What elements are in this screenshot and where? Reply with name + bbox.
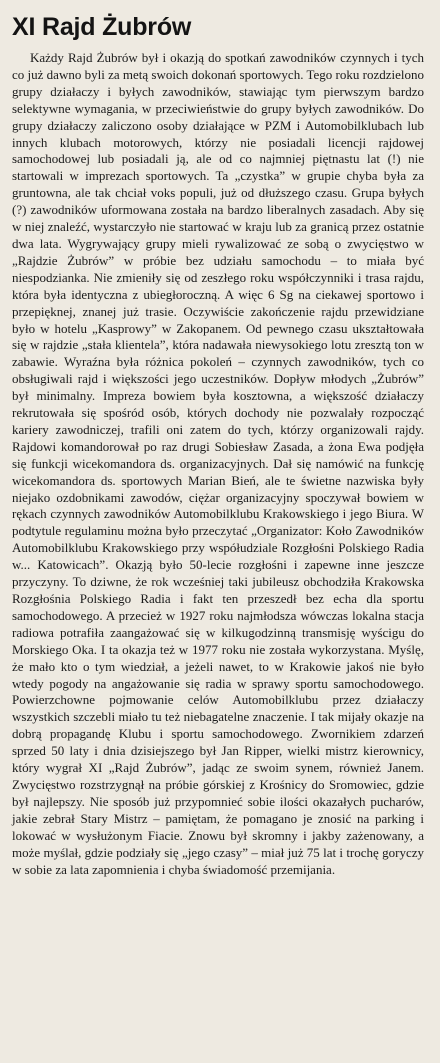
article-title: XI Rajd Żubrów (12, 13, 192, 41)
article-body: Każdy Rajd Żubrów był i okazją do spotkań zawodników czynnych i tych co już dawno byli za metą swoich dokonań sportowych. Tego roku rozdzielono grupy działaczy i byłych zawodników, stawiając tym pierwszym bardzo selektywne wymagania, w przeciwieństwie do grupy byłych zawodników. Do grupy działaczy zaliczono osoby działające w PZM i Automobilklubach lub innych klubach motorowych, którzy nie posiadali licencji rajdowej samochodowej lub posiadali ją, ale od co najmniej piętnastu lat (!) nie startowali w imprezach sportowych. Ta „czystka” w grupie chyba była za gruntowna, ale tak chciał voks populi, już od dłuższego czasu. Grupa byłych (?) zawodników uformowana została na bardzo liberalnych zasadach. Aby się w niej znaleźć, wystarczyło nie startować w kraju lub za granicą przez ostatnie dwa lata. Wygrywający grupy mieli rywalizować ze sobą o zwycięstwo w „Rajdzie Żubrów” w próbie bez udziału samochodu – to miała być niespodzianka. Nie zmieniły się od zeszłego roku współczynniki i trasa rajdu, która była identyczna z ubiegłoroczną. A więc 6 Sg na ciekawej sportowo i przepięknej, znanej już trasie. Oczywiście zakończenie rajdu przewidziane było w hotelu „Kasprowy” w Zakopanem. Od pewnego czasu ukształtowała się w rajdzie „stała klientela”, która nadawała niewysokiego lotu zresztą ton w zabawie. Wyraźna była różnica pokoleń – czynnych zawodników, tych co obsługiwali rajd i większości jego uczestników. Dopływ młodych „Żubrów” był minimalny. Impreza bowiem była kosztowna, a większość działaczy rekrutowała się spośród osób, których dochody nie pozwalały rozpocząć kariery zawodniczej, trafili oni zatem do tych, którzy organizowali rajdy. Rajdowi komandorował po raz drugi Sobiesław Zasada, a żona Ewa podjęła się funkcji wicekomandora ds. organizacyjnych. Dał się namówić na funkcję wicekomandora ds. sportowych Marian Bień, ale te świetne nazwiska były niejako ozdobnikami zawodów, ciężar organizacyjny spoczywał bowiem w rękach czynnych zawodników Automobilklubu Krakowskiego i jego Biura. W podtytule regulaminu można było przeczytać „Organizator: Koło Zawodników Automobilklubu Krakowskiego przy współudziale Rozgłośni Polskiego Radia w... Katowicach”. Okazją było 50-lecie rozgłośni i zapewne inne jeszcze przyczyny. To dziwne, że rok wcześniej taki jubileusz obchodziła Krakowska Rozgłośnia Polskiego Radia i fakt ten przeszedł bez echa dla sportu samochodowego. A przecież w 1927 roku najmłodsza wówczas lokalna stacja radiowa potrafiła zaangażować się w kilkugodzinną transmisję wyścigu do Morskiego Oka. I ta okazja też w 1977 roku nie została wykorzystana. Myślę, że mało kto o tym wiedział, a jeżeli nawet, to w Krakowie jakoś nie było wtedy pogody na angażowanie się radia w sprawy sportu samochodowego. Powierzchowne pojmowanie celów Automobilklubu przez działaczy wszystkich szczebli miało tu też niebagatelne znaczenie. I tak mijały okazje na dobrą propagandę Klubu i sportu samochodowego. Zwornikiem zdarzeń sprzed 50 laty i dnia dzisiejszego był Jan Ripper, wielki mistrz kierownicy, który wygrał XI „Rajd Żubrów”, jadąc ze swoim synem, również Janem. Zwycięstwo rozstrzygnął na próbie górskiej z Krośnicy do Sromowiec, gdzie był najlepszy. Nie sposób już przypomnieć sobie ilości okazałych pucharów, jakie zebrał Stary Mistrz – pamiętam, że pomagano je znosić na parking i lokować w wysłużonym Fiacie. Znowu był skromny i jakby zażenowany, a może myślał, gdzie podziały się „jego czasy” – miał już 75 lat i trochę goryczy w sobie za lata zapomnienia i chyba świadomość przemijania. (12, 50, 424, 877)
